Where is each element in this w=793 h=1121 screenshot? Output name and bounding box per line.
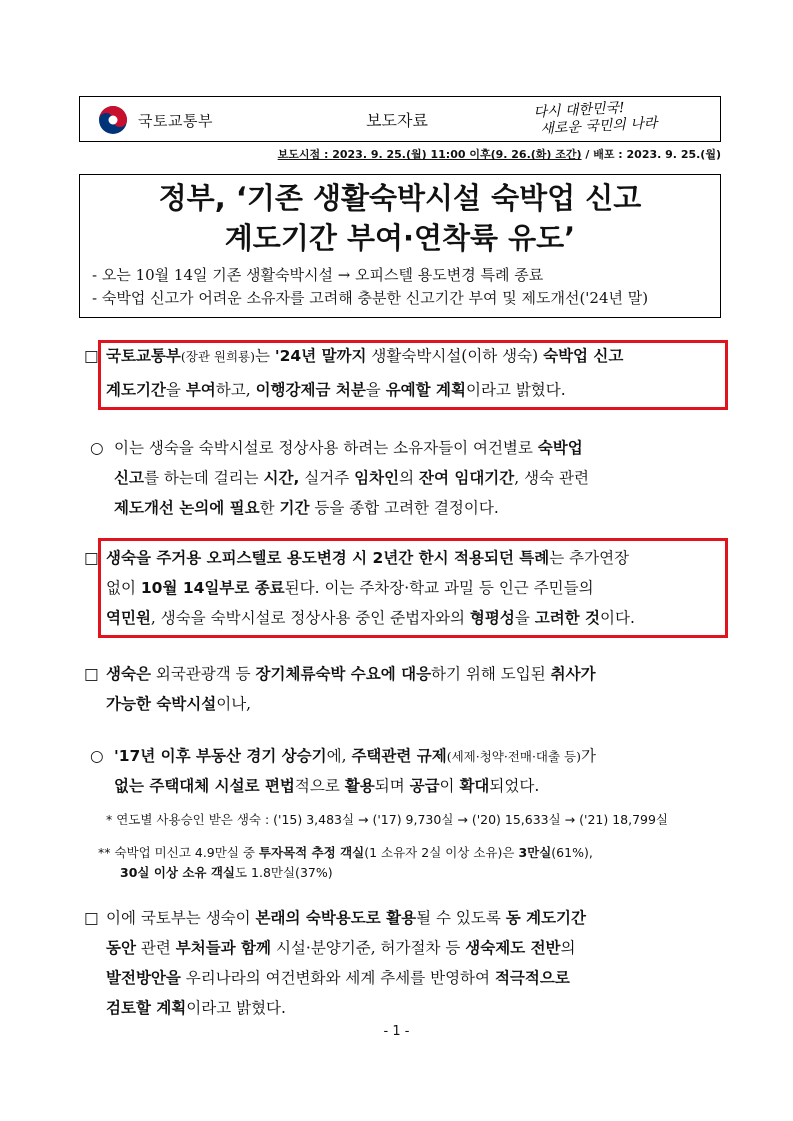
- text: , 생숙을 숙박시설로 정상사용 중인 준법자와의: [150, 609, 470, 627]
- footnote: * 연도별 사용승인 받은 생숙 : ('15) 3,483실 → ('17) 9,730실 → ('20) 15,633실 → ('21) 18,799실: [106, 812, 669, 827]
- paragraph-line: [106, 376, 566, 405]
- text-bold: 동 계도기간: [505, 909, 586, 927]
- text: 실거주: [299, 469, 355, 487]
- paragraph-line: [106, 690, 251, 719]
- text: (세제·청약·전매·대출 등): [446, 749, 582, 764]
- text: 의: [399, 469, 419, 487]
- paragraph-line: [106, 342, 623, 371]
- text-bold: 공급: [409, 777, 440, 795]
- paragraph-line: [106, 544, 629, 573]
- text-bold: 역민원: [106, 609, 151, 627]
- paragraph-line: [106, 604, 635, 633]
- footnote: [98, 843, 593, 863]
- text: 생활숙박시설(이하 생숙): [366, 347, 544, 365]
- text: 를 하는데 걸리는: [143, 469, 264, 487]
- text: 는 추가연장: [549, 549, 630, 567]
- text-bold: 본래의 숙박용도로 활용: [255, 909, 417, 927]
- paragraph-line: [114, 494, 499, 523]
- text: 없이: [106, 579, 141, 597]
- text: (61%),: [551, 845, 593, 860]
- text: (1 소유자 2실 이상 소유)은: [364, 845, 519, 860]
- slogan-line: 새로운 국민의 나라: [539, 115, 658, 138]
- circle-bullet: ○: [90, 747, 104, 765]
- text: 을: [514, 609, 535, 627]
- text: 하기 위해 도입된: [431, 665, 551, 683]
- text-bold: '24년 말까지: [274, 347, 367, 365]
- text-bold: 10월 14일부로 종료: [140, 579, 285, 597]
- text: 의: [560, 939, 576, 957]
- text: 이라고 밝혔다.: [465, 381, 566, 399]
- text-bold: 생숙을 주거용 오피스텔로 용도변경 시 2년간 한시 적용되던 특례: [106, 549, 550, 567]
- text: 시설·분양기준, 허가절차 등: [271, 939, 466, 957]
- text: 도 1.8만실(37%): [234, 865, 333, 880]
- text: 외국관광객 등: [150, 665, 256, 683]
- text-bold: 동안: [106, 939, 136, 957]
- text-bold: 부처들과 함께: [175, 939, 272, 957]
- text-bold: 생숙은: [106, 665, 151, 683]
- subtitle: - 숙박업 신고가 어려운 소유자를 고려해 충분한 신고기간 부여 및 제도개선('24년 말): [92, 289, 649, 307]
- release-time: 보도시점 : 2023. 9. 25.(월) 11:00 이후(9. 26.(화) 조간): [277, 148, 582, 161]
- text: 될 수 있도록: [416, 909, 506, 927]
- text-bold: 잔여 임대기간: [419, 469, 515, 487]
- document-type: 보도자료: [366, 111, 428, 130]
- paragraph-line: [114, 742, 596, 771]
- box-bullet: □: [84, 549, 99, 567]
- text-bold: 계도기간: [106, 381, 166, 399]
- text-bold: 적극적으로: [494, 969, 570, 987]
- text: 우리나라의 여건변화와 세계 추세를 반영하여: [180, 969, 495, 987]
- text: 에,: [326, 747, 352, 765]
- paragraph-line: [114, 772, 539, 801]
- text: (장관 원희룡): [180, 349, 255, 364]
- text: 가: [581, 747, 596, 765]
- page-number: - 1 -: [383, 1024, 410, 1039]
- text-bold: 투자목적 추정 객실: [258, 845, 365, 860]
- text-bold: 발전방안을: [106, 969, 181, 987]
- distribution-date: / 배포 : 2023. 9. 25.(월): [581, 148, 721, 161]
- paragraph-line: [106, 904, 586, 933]
- text-bold: 없는 주택대체 시설로 편법: [114, 777, 295, 795]
- text: 이는 생숙을 숙박시설로 정상사용 하려는 소유자들이 여건별로: [114, 439, 538, 457]
- text: 적으로: [294, 777, 345, 795]
- government-emblem-icon: [98, 105, 128, 135]
- paragraph-line: [114, 434, 583, 463]
- subtitle: - 오는 10월 14일 기존 생활숙박시설 → 오피스텔 용도변경 특례 종료: [92, 266, 544, 284]
- title-line: 계도기간 부여·연착륙 유도’: [224, 221, 576, 255]
- text: 이에 국토부는 생숙이: [106, 909, 256, 927]
- text: , 생숙 관련: [514, 469, 589, 487]
- paragraph-line: [106, 994, 286, 1023]
- slogan-line: 다시 대한민국!: [533, 99, 626, 121]
- paragraph-line: [106, 964, 570, 993]
- text-bold: 검토할 계획: [106, 999, 187, 1017]
- box-bullet: □: [84, 347, 99, 365]
- text: 이라고 밝혔다.: [186, 999, 286, 1017]
- text: 되며: [374, 777, 410, 795]
- text-bold: 주택관련 규제: [351, 747, 447, 765]
- text-bold: 30실 이상 소유 객실: [120, 865, 235, 880]
- text: 된다. 이는 주차장·학교 과밀 등 인근 주민들의: [284, 579, 594, 597]
- text-bold: 임차인: [354, 469, 400, 487]
- text-bold: 숙박업: [537, 439, 583, 457]
- text-bold: 3만실: [518, 845, 552, 860]
- release-info: [224, 146, 721, 162]
- page-title: [79, 178, 721, 258]
- text: 이: [439, 777, 460, 795]
- text-bold: 시간,: [263, 469, 300, 487]
- text-bold: 제도개선 논의에 필요: [114, 499, 260, 517]
- text: 이나,: [216, 695, 252, 713]
- text: 이다.: [600, 609, 635, 627]
- paragraph-line: [106, 934, 576, 963]
- text: 을: [165, 381, 186, 399]
- text-bold: 숙박업 신고: [543, 347, 624, 365]
- text: 을: [365, 381, 386, 399]
- text: 등을 종합 고려한 결정이다.: [309, 499, 499, 517]
- box-bullet: □: [84, 909, 99, 927]
- text-bold: 가능한 숙박시설: [106, 695, 217, 713]
- text-bold: 이행강제금 처분: [255, 381, 366, 399]
- text-bold: 형평성: [469, 609, 515, 627]
- text-bold: 신고: [114, 469, 144, 487]
- text-bold: 장기체류숙박 수요에 대응: [255, 665, 432, 683]
- text-bold: '17년 이후 부동산 경기 상승기: [114, 747, 327, 765]
- text-bold: 부여: [185, 381, 216, 399]
- box-bullet: □: [84, 665, 99, 683]
- text-bold: 고려한 것: [534, 609, 601, 627]
- text-bold: 확대: [459, 777, 490, 795]
- text-bold: 유예할 계획: [385, 381, 466, 399]
- text: 관련: [135, 939, 176, 957]
- text: 되었다.: [489, 777, 540, 795]
- title-line: 정부, ‘기존 생활숙박시설 숙박업 신고: [158, 181, 642, 215]
- text: ** 숙박업 미신고 4.9만실 중: [98, 845, 259, 860]
- footnote: [120, 863, 333, 883]
- text: 는: [254, 347, 275, 365]
- circle-bullet: ○: [90, 439, 104, 457]
- text: 하고,: [215, 381, 256, 399]
- text-bold: 국토교통부: [106, 347, 181, 365]
- paragraph-line: [114, 464, 589, 493]
- paragraph-line: [106, 574, 594, 603]
- text-bold: 생숙제도 전반: [465, 939, 561, 957]
- text-bold: 기간: [279, 499, 310, 517]
- paragraph-line: [106, 660, 596, 689]
- text: 한: [259, 499, 280, 517]
- text-bold: 활용: [344, 777, 375, 795]
- text-bold: 취사가: [550, 665, 596, 683]
- ministry-logo: [98, 104, 213, 136]
- ministry-name: 국토교통부: [138, 111, 213, 130]
